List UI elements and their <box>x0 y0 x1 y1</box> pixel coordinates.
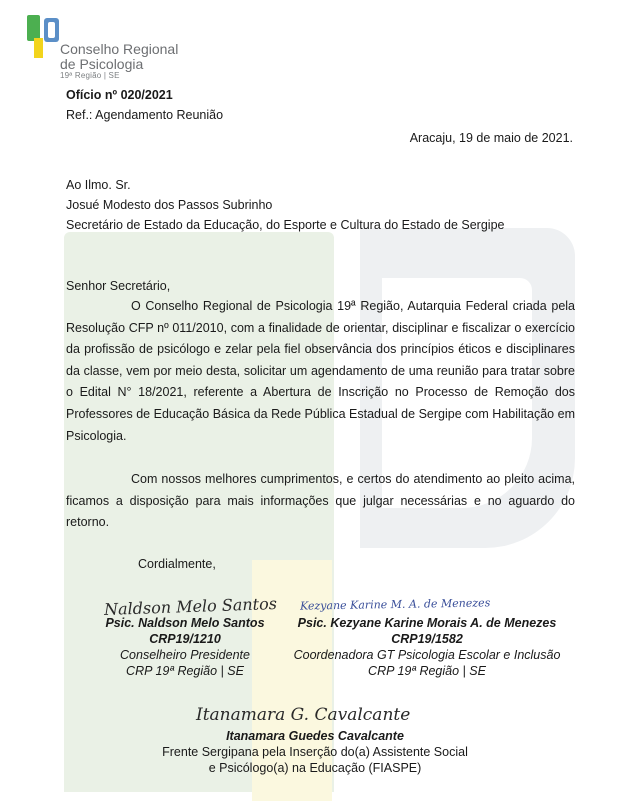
recipient-salutation: Ao Ilmo. Sr. <box>66 178 131 192</box>
logo-text-line2: de Psicologia <box>60 56 144 72</box>
signatory-3-role-line1: Frente Sergipana pela Inserção do(a) Assistente Social <box>162 745 468 759</box>
body-paragraph-2: Com nossos melhores cumprimentos, e certos do atendimento ao pleito acima, ficamos a disposição para mais informações que julgar necessárias e no aguardo do retorno. <box>66 472 575 530</box>
signature-3-handwriting: Itanamara G. Cavalcante <box>196 705 411 725</box>
signatory-1-crp: CRP19/1210 <box>149 632 221 646</box>
signatory-1-block <box>60 615 310 679</box>
recipient-title: Secretário de Estado da Educação, do Esporte e Cultura do Estado de Sergipe <box>66 218 505 232</box>
crp-logo-icon <box>26 12 60 60</box>
office-number: Ofício nº 020/2021 <box>66 88 173 102</box>
logo-text-line1: Conselho Regional <box>60 41 179 57</box>
recipient-name: Josué Modesto dos Passos Subrinho <box>66 198 273 212</box>
signatory-1-name: Psic. Naldson Melo Santos <box>105 616 265 630</box>
place-date: Aracaju, 19 de maio de 2021. <box>409 131 573 145</box>
signatory-2-crp: CRP19/1582 <box>391 632 463 646</box>
signatory-1-org: CRP 19ª Região | SE <box>126 664 244 678</box>
signature-2-handwriting: Kezyane Karine M. A. de Menezes <box>299 596 491 613</box>
logo-text-region: 19ª Região | SE <box>60 71 120 80</box>
signature-1-handwriting: Naldson Melo Santos <box>103 593 278 620</box>
signatory-2-name: Psic. Kezyane Karine Morais A. de Menezes <box>297 616 557 630</box>
greeting: Senhor Secretário, <box>66 279 171 293</box>
signatory-3-role-line2: e Psicólogo(a) na Educação (FIASPE) <box>208 761 422 775</box>
signatory-2-block <box>282 615 572 679</box>
closing: Cordialmente, <box>138 557 216 571</box>
signatory-3-name: Itanamara Guedes Cavalcante <box>226 729 404 743</box>
signatory-3-block <box>130 728 500 776</box>
reference-line: Ref.: Agendamento Reunião <box>66 108 224 122</box>
body-paragraph-1: O Conselho Regional de Psicologia 19ª Região, Autarquia Federal criada pela Resolução CFP nº 011/2010, com a finalidade de orientar, disciplinar e fiscalizar o exercício da profissão de psicólogo e zelar pela fiel observância dos princípios éticos e disciplinares da classe, vem por meio desta, solicitar um agendamento de uma reunião para tratar sobre o Edital N° 18/2021, referente a Abertura de Inscrição no Processo de Remoção dos Professores de Educação Básica da Rede Pública Estadual de Sergipe com Habilitação em Psicologia. <box>66 299 575 443</box>
signatory-1-role: Conselheiro Presidente <box>120 648 250 662</box>
signatory-2-org: CRP 19ª Região | SE <box>368 664 486 678</box>
signatory-2-role: Coordenadora GT Psicologia Escolar e Inclusão <box>293 648 561 662</box>
